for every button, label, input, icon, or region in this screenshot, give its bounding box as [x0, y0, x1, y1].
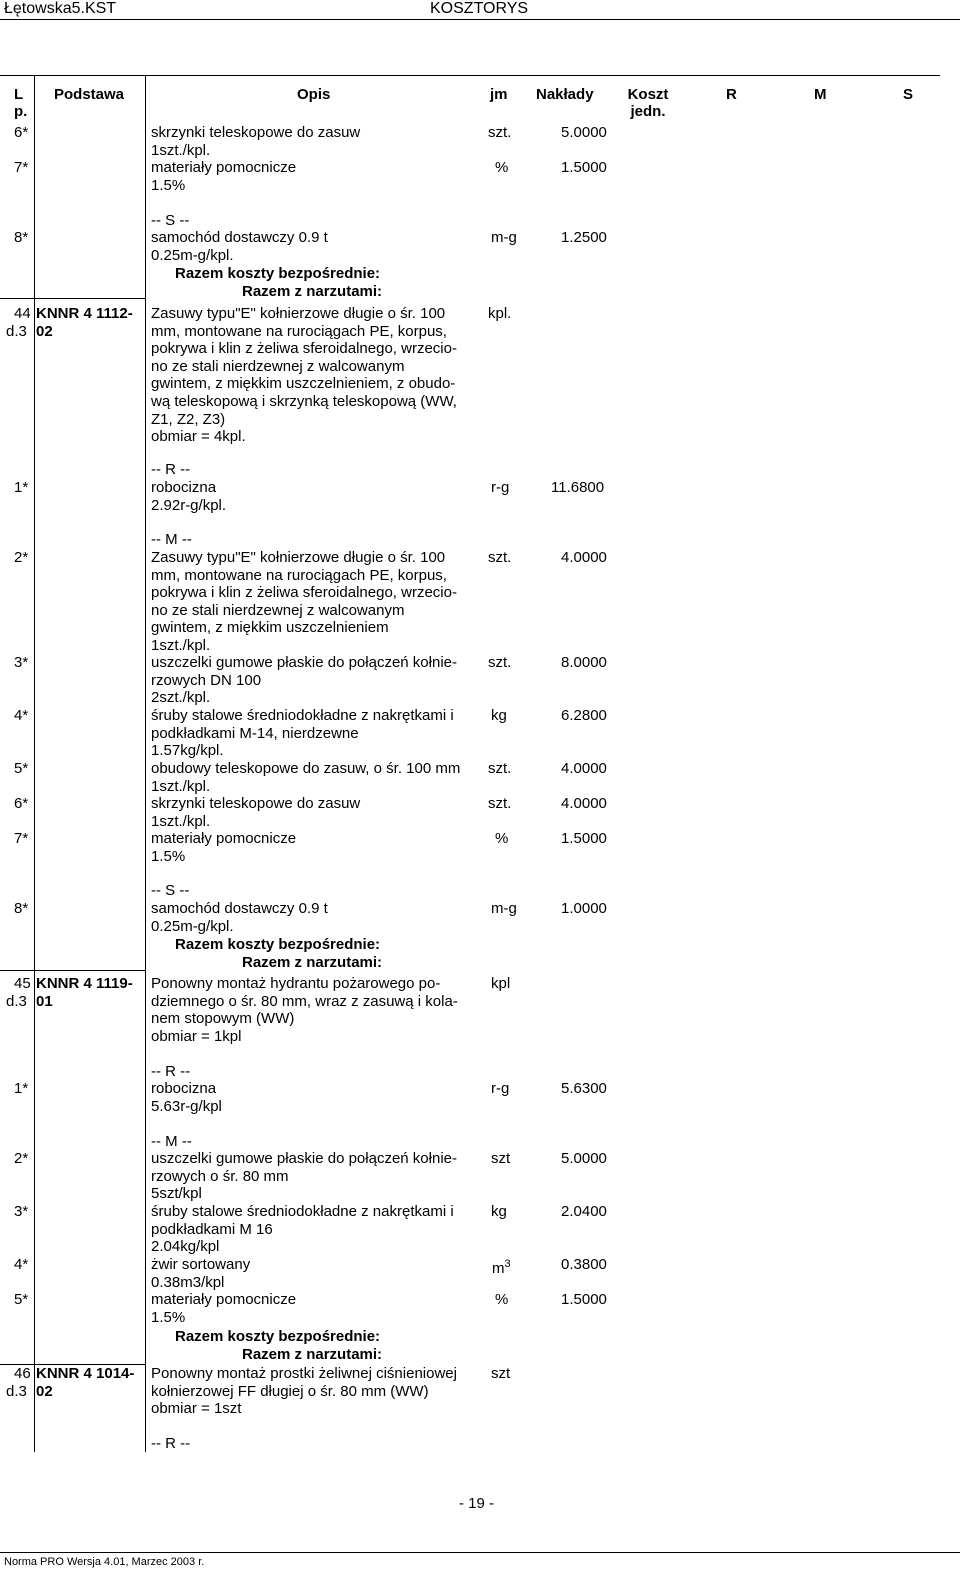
- footer-rule: [0, 1552, 960, 1553]
- description-line: obmiar = 1szt: [151, 1400, 242, 1418]
- row-number: 3*: [14, 654, 29, 671]
- description-line: śruby stalowe średniodokładne z nakrętkami i: [151, 1203, 454, 1220]
- section-marker: -- S --: [151, 882, 190, 899]
- row-number: 45: [14, 975, 31, 992]
- column-divider: [34, 76, 35, 1452]
- unit: kpl: [491, 975, 511, 992]
- description-line: mm, montowane na rurociągach PE, korpus,: [151, 566, 447, 584]
- description-line: wą teleskopową i skrzynką teleskopową (WW,: [151, 393, 457, 410]
- naklady-value: 6.2800: [561, 707, 607, 724]
- description-line: 5szt/kpl: [151, 1185, 202, 1203]
- row-number: 8*: [14, 900, 29, 917]
- podstawa-code-suffix: 02: [36, 322, 53, 340]
- description-line: Ponowny montaż prostki żeliwnej ciśnieniowej: [151, 1365, 457, 1382]
- unit: $m^3$: [492, 1258, 511, 1277]
- unit: m-g: [491, 900, 517, 917]
- description-line: żwir sortowany: [151, 1256, 251, 1273]
- row-number-suffix: d.3: [6, 992, 27, 1010]
- summary-label: Razem z narzutami:: [242, 953, 383, 971]
- description-line: 5.63r-g/kpl: [151, 1097, 222, 1115]
- unit: %: [495, 159, 509, 176]
- description-line: pokrywa i klin z żeliwa sferoidalnego, wrzecio-: [151, 340, 457, 358]
- row-number-suffix: d.3: [6, 1382, 27, 1400]
- column-header-s: S: [903, 86, 914, 103]
- row-number: 5*: [14, 1291, 29, 1308]
- column-header-lp: L p.: [14, 86, 28, 120]
- table-top-rule: [0, 75, 940, 76]
- naklady-value: 0.3800: [561, 1256, 607, 1273]
- description-line: kołnierzowej FF długiej o śr. 80 mm (WW): [151, 1382, 429, 1400]
- unit: kpl.: [488, 305, 512, 322]
- unit: szt.: [488, 654, 512, 671]
- podstawa-code-suffix: 02: [36, 1382, 53, 1400]
- naklady-value: 8.0000: [561, 654, 607, 671]
- description-line: samochód dostawczy 0.9 t: [151, 229, 328, 246]
- description-line: Z1, Z2, Z3): [151, 410, 226, 428]
- row-number-suffix: d.3: [6, 322, 27, 340]
- row-number: 1*: [14, 1080, 29, 1097]
- description-line: podkładkami M 16: [151, 1220, 273, 1238]
- unit: szt: [491, 1150, 511, 1167]
- description-line: 1szt./kpl.: [151, 777, 211, 795]
- unit: szt.: [488, 124, 512, 141]
- naklady-value: 1.0000: [561, 900, 607, 917]
- naklady-value: 1.5000: [561, 830, 607, 847]
- podstawa-code: KNNR 4 1112-: [36, 305, 133, 322]
- description-line: skrzynki teleskopowe do zasuw: [151, 795, 361, 812]
- description-line: pokrywa i klin z żeliwa sferoidalnego, wrzecio-: [151, 584, 457, 602]
- description-line: 1szt./kpl.: [151, 812, 211, 830]
- row-number: 5*: [14, 760, 29, 777]
- description-line: 0.38m3/kpl: [151, 1273, 225, 1291]
- naklady-value: 4.0000: [561, 795, 607, 812]
- description-line: 2.04kg/kpl: [151, 1238, 220, 1256]
- naklady-value: 1.5000: [561, 1291, 607, 1308]
- naklady-value: 4.0000: [561, 760, 607, 777]
- description-line: 0.25m-g/kpl.: [151, 246, 234, 264]
- row-number: 4*: [14, 707, 29, 724]
- section-marker: -- M --: [151, 1133, 192, 1150]
- description-line: materiały pomocnicze: [151, 1291, 297, 1308]
- naklady-value: 1.2500: [561, 229, 607, 246]
- description-line: gwintem, z miękkim uszczelnieniem, z obudo-: [151, 375, 456, 393]
- row-number: 44: [14, 305, 31, 322]
- unit: kg: [491, 1203, 507, 1220]
- column-header-naklady: Nakłady: [536, 86, 594, 103]
- page-number: - 19 -: [459, 1495, 495, 1512]
- description-line: rzowych o śr. 80 mm: [151, 1167, 289, 1185]
- description-line: 1.5%: [151, 1308, 186, 1326]
- description-line: Ponowny montaż hydrantu pożarowego po-: [151, 975, 441, 992]
- summary-label: Razem z narzutami:: [242, 282, 383, 300]
- description-line: 2.92r-g/kpl.: [151, 496, 227, 514]
- unit: szt.: [488, 760, 512, 777]
- document-title: KOSZTORYS: [430, 0, 529, 17]
- section-marker: -- R --: [151, 1435, 191, 1452]
- summary-label: Razem koszty bezpośrednie:: [175, 265, 381, 282]
- description-line: samochód dostawczy 0.9 t: [151, 900, 328, 917]
- row-number: 6*: [14, 795, 29, 812]
- unit: %: [495, 1291, 509, 1308]
- position-rule: [0, 970, 146, 971]
- description-line: dziemnego o śr. 80 mm, wraz z zasuwą i kola-: [151, 992, 458, 1010]
- podstawa-code-suffix: 01: [36, 992, 53, 1010]
- description-line: nem stopowym (WW): [151, 1010, 295, 1028]
- naklady-value: 11.6800: [551, 479, 605, 496]
- summary-label: Razem koszty bezpośrednie:: [175, 1328, 381, 1345]
- section-marker: -- S --: [151, 212, 190, 229]
- description-line: obudowy teleskopowe do zasuw, o śr. 100 mm: [151, 760, 461, 777]
- description-line: obmiar = 1kpl: [151, 1027, 242, 1045]
- description-line: uszczelki gumowe płaskie do połączeń kołnie-: [151, 654, 457, 671]
- header-rule: [0, 19, 960, 20]
- column-divider: [145, 76, 146, 1452]
- description-line: uszczelki gumowe płaskie do połączeń kołnie-: [151, 1150, 457, 1167]
- description-line: robocizna: [151, 1080, 217, 1097]
- column-header-jm: jm: [490, 86, 508, 103]
- column-header-m: M: [814, 86, 827, 103]
- unit: m-g: [491, 229, 517, 246]
- row-number: 3*: [14, 1203, 29, 1220]
- column-header-koszt: Koszt jedn.: [627, 86, 669, 120]
- description-line: śruby stalowe średniodokładne z nakrętkami i: [151, 707, 454, 724]
- description-line: Zasuwy typu"E" kołnierzowe długie o śr. 100: [151, 549, 446, 566]
- row-number: 46: [14, 1365, 31, 1382]
- row-number: 2*: [14, 549, 29, 566]
- row-number: 8*: [14, 229, 29, 246]
- description-line: rzowych DN 100: [151, 671, 262, 689]
- description-line: obmiar = 4kpl.: [151, 428, 246, 446]
- section-marker: -- R --: [151, 461, 191, 478]
- description-line: robocizna: [151, 479, 217, 496]
- description-line: 1.5%: [151, 176, 186, 194]
- unit: %: [495, 830, 509, 847]
- footer-text: Norma PRO Wersja 4.01, Marzec 2003 r.: [4, 1556, 205, 1568]
- position-rule: [0, 298, 146, 299]
- description-line: Zasuwy typu"E" kołnierzowe długie o śr. 100: [151, 305, 446, 322]
- section-marker: -- R --: [151, 1063, 191, 1080]
- unit: r-g: [491, 1080, 510, 1097]
- podstawa-code: KNNR 4 1014-: [36, 1365, 135, 1382]
- unit: szt.: [488, 549, 512, 566]
- podstawa-code: KNNR 4 1119-: [36, 975, 133, 992]
- summary-label: Razem z narzutami:: [242, 1345, 383, 1363]
- description-line: materiały pomocnicze: [151, 159, 297, 176]
- description-line: mm, montowane na rurociągach PE, korpus,: [151, 322, 447, 340]
- section-marker: -- M --: [151, 531, 192, 548]
- description-line: no ze stali nierdzewnej z walcowanym: [151, 601, 405, 619]
- description-line: 1szt./kpl.: [151, 637, 211, 654]
- unit: kg: [491, 707, 507, 724]
- description-line: skrzynki teleskopowe do zasuw: [151, 124, 361, 141]
- description-line: 1.57kg/kpl.: [151, 742, 224, 760]
- description-line: 1szt./kpl.: [151, 141, 211, 159]
- naklady-value: 5.0000: [561, 124, 607, 141]
- column-header-r: R: [726, 86, 737, 103]
- description-line: 1.5%: [151, 847, 186, 865]
- naklady-value: 5.0000: [561, 1150, 607, 1167]
- description-line: 0.25m-g/kpl.: [151, 917, 234, 935]
- description-line: gwintem, z miękkim uszczelnieniem: [151, 619, 389, 637]
- naklady-value: 4.0000: [561, 549, 607, 566]
- unit: szt: [491, 1365, 511, 1382]
- row-number: 7*: [14, 830, 29, 847]
- naklady-value: 5.6300: [561, 1080, 607, 1097]
- column-header-podstawa: Podstawa: [54, 86, 125, 103]
- description-line: no ze stali nierdzewnej z walcowanym: [151, 357, 405, 375]
- summary-label: Razem koszty bezpośrednie:: [175, 936, 381, 953]
- description-line: 2szt./kpl.: [151, 689, 211, 707]
- row-number: 6*: [14, 124, 29, 141]
- row-number: 2*: [14, 1150, 29, 1167]
- column-header-opis: Opis: [297, 86, 331, 103]
- file-name: Łętowska5.KST: [4, 0, 117, 17]
- description-line: materiały pomocnicze: [151, 830, 297, 847]
- unit: r-g: [491, 479, 510, 496]
- description-line: podkładkami M-14, nierdzewne: [151, 724, 359, 742]
- row-number: 4*: [14, 1256, 29, 1273]
- row-number: 7*: [14, 159, 29, 176]
- unit: szt.: [488, 795, 512, 812]
- naklady-value: 2.0400: [561, 1203, 607, 1220]
- naklady-value: 1.5000: [561, 159, 607, 176]
- row-number: 1*: [14, 479, 29, 496]
